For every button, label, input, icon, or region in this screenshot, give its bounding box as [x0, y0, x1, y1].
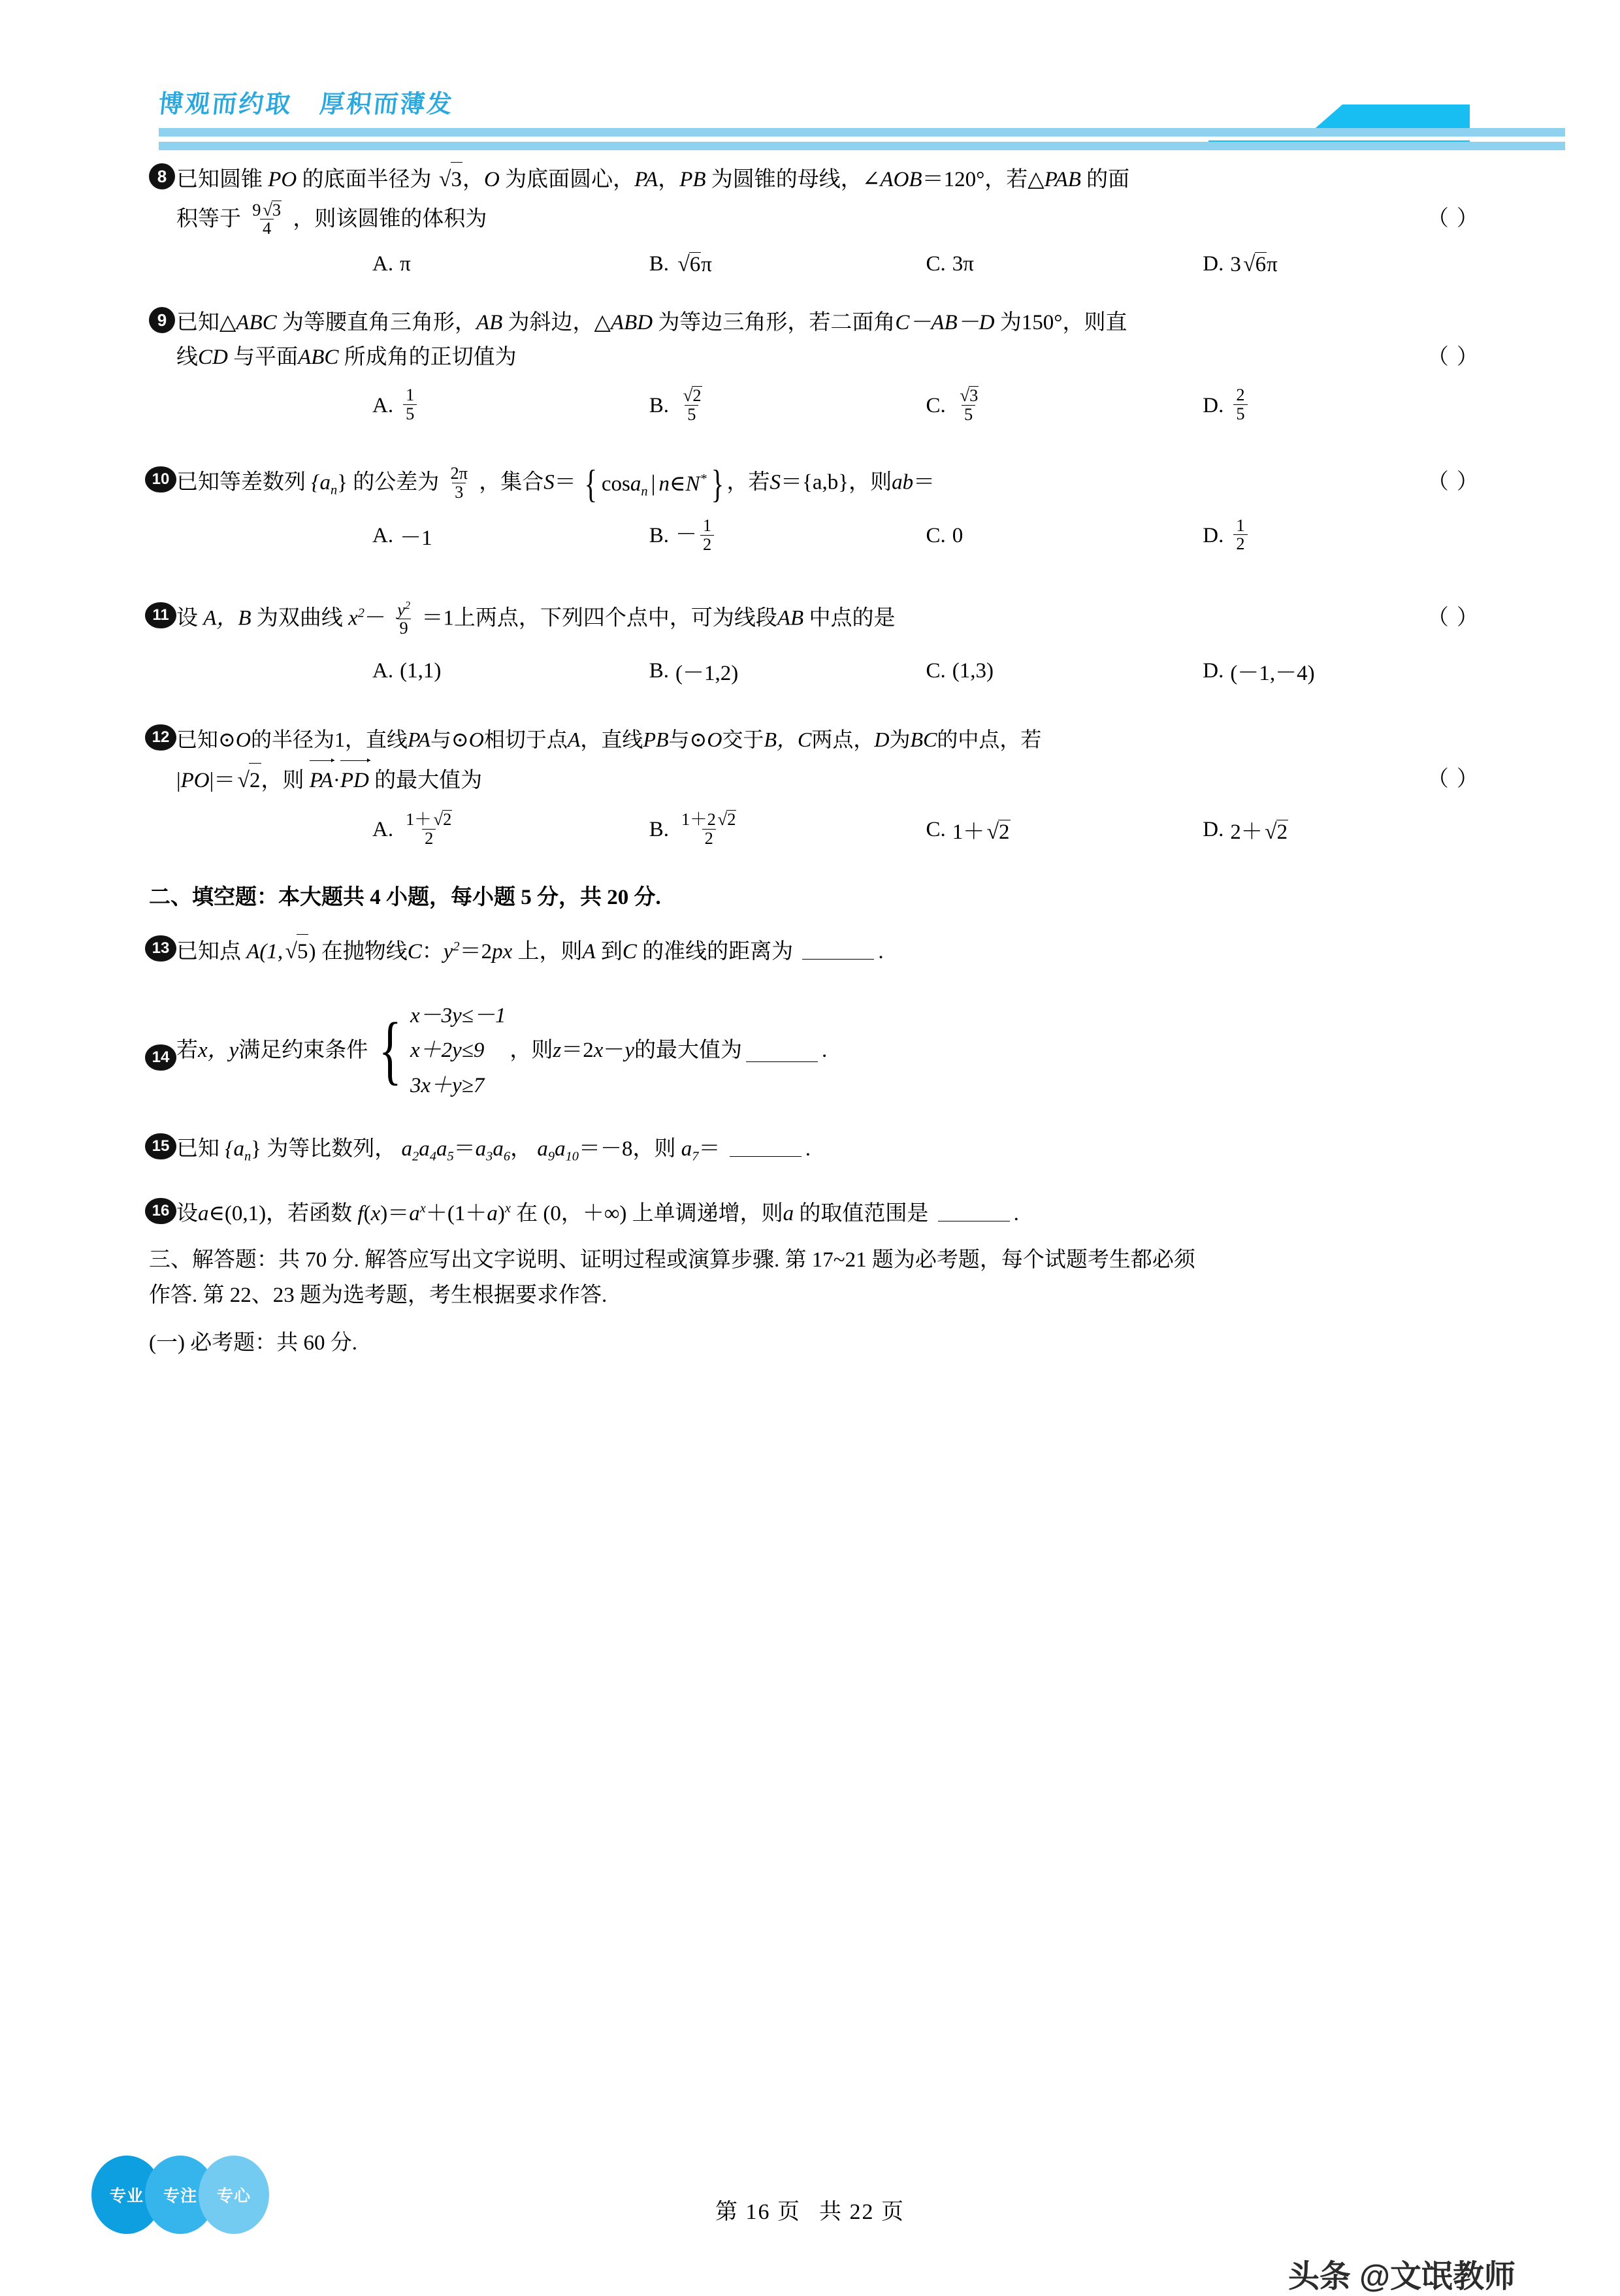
page-number — [0, 2193, 1620, 2225]
q15-a7: $a_7=$ — [681, 1137, 721, 1164]
q8-angle: ∠AOB — [862, 168, 922, 191]
q11-option-b[interactable]: B. (－1,2) — [649, 656, 926, 687]
q8-fraction: $\frac{9√3}{4}$ — [252, 199, 282, 238]
section-3-line-1: 三、解答题：共 70 分. 解答应写出文字说明、证明过程或演算步骤. 第 17~21 题为必考题，每个试题考生都必须 — [149, 1248, 1195, 1272]
q10-fraction: $\frac{2\pi}{3}$ — [450, 462, 468, 502]
question-12-line-1: 已知⊙O的半径为1，直线PA与⊙O相切于点A，直线PB与⊙O交于B，C两点，D为BC的中点，若 — [176, 727, 1042, 751]
q12-text-11: ，则 — [261, 768, 304, 792]
q11-text-3: ＝1上两点，下列四个点中，可为线段 — [421, 606, 777, 630]
badge-zhuanzhu: 专注 — [145, 2156, 216, 2234]
q14-variables: x，y — [198, 1039, 239, 1063]
q16-text-8: 的取值范围是 — [799, 1202, 929, 1226]
q9-text-5: 为150°，则直 — [999, 310, 1127, 334]
q8-option-d-text: 3√6π — [1230, 251, 1278, 276]
q9-text-6: 线 — [176, 346, 198, 370]
q16-text-1: 设 — [176, 1202, 198, 1226]
q12-option-b-frac: $\frac{1+2√2}{2}$ — [681, 809, 736, 848]
q15-text-2: 为等比数列， — [267, 1137, 397, 1161]
q11-option-b-text: (－1,2) — [675, 661, 739, 685]
watermark: 头条 @文氓教师 — [1288, 2259, 1515, 2294]
q15-equation-2: $a_9a_{10}=-8$，则 — [537, 1137, 676, 1164]
q8-text-2: 的底面半径为 — [302, 168, 432, 191]
q10-sequence: $\{a_n\}$ — [311, 470, 348, 498]
q9-abc: ABC — [298, 346, 339, 370]
q16-text-7: 在 (0，＋∞) 上单调递增，则 — [516, 1202, 783, 1226]
page-footer — [0, 2142, 1620, 2294]
question-14-number: 14 — [145, 1044, 176, 1071]
section-3-line-2: 作答. 第 22、23 题为选考题，考生根据要求作答. — [149, 1284, 608, 1308]
q12-po: PO — [180, 768, 210, 792]
q10-option-a-text: －1 — [400, 526, 432, 551]
q8-text-4: 为圆锥的母线， — [711, 168, 862, 191]
q9-option-b-frac: $\frac{√2}{5}$ — [683, 385, 702, 424]
section-3-line-3: (一) 必考题：共 60 分. — [149, 1331, 357, 1355]
q9-option-b[interactable]: B. $\frac{√2}{5}$ — [649, 387, 926, 425]
question-13-number: 13 — [145, 935, 176, 962]
q8-po: PO — [268, 168, 297, 191]
q10-text-1: 已知等差数列 — [176, 470, 306, 494]
question-11 — [0, 598, 1620, 687]
question-15-line-1: 已知 $\{a_n\}$ 为等比数列， $a_2a_4a_5=a_3a_6$， $a_9a_{10}=-8$，则 $a_7=$ . — [176, 1132, 1480, 1168]
q8-option-d[interactable]: D. 3√6π — [1203, 251, 1278, 276]
q11-answer-paren[interactable]: （ ） — [1427, 606, 1480, 630]
q10-text-4: ，若 — [726, 470, 770, 494]
q12-sqrt2: √2 — [235, 763, 261, 799]
q10-answer-paren[interactable]: （ ） — [1427, 470, 1480, 494]
q13-text-7: 的准线的距离为 — [642, 940, 794, 964]
q8-text-6: 的面 — [1086, 168, 1130, 191]
q9-text-4: 为等边三角形，若二面角 — [658, 310, 896, 334]
q8-answer-paren[interactable]: （ ） — [1427, 206, 1480, 231]
q9-triangle-abc: △ABC — [219, 310, 277, 334]
q13-answer-blank[interactable] — [802, 937, 874, 960]
q13-text-2: 在抛物线 — [321, 940, 408, 964]
q9-option-c[interactable]: C. $\frac{√3}{5}$ — [926, 387, 1203, 425]
q12-text-2: 的半径为1，直线 — [250, 727, 408, 751]
q9-text-7: 与平面 — [233, 346, 299, 370]
q12-line-pb: PB — [643, 727, 669, 751]
q11-option-d-text: (－1,－4) — [1230, 661, 1315, 685]
q8-pb: PB — [679, 168, 706, 191]
q8-text-5: ＝120°，若 — [922, 168, 1028, 191]
question-9 — [0, 306, 1620, 425]
q10-ab: ab — [892, 470, 914, 494]
q11-fraction: $\frac{y^2}{9}$ — [397, 598, 411, 638]
badge-zhuanxin: 专心 — [199, 2156, 269, 2234]
q8-pa: PA — [634, 168, 658, 191]
q12-vector-pd: PD — [340, 762, 369, 798]
q10-option-c-text: 0 — [952, 524, 964, 548]
q10-option-c[interactable]: C. 0 — [926, 524, 964, 548]
q11-option-c-text: (1,3) — [952, 658, 994, 683]
q8-text-8: ，则该圆锥的体积为 — [293, 206, 487, 231]
q12-points-bc: B，C — [764, 727, 812, 751]
q16-text-2: ∈(0,1)，若函数 — [208, 1202, 353, 1226]
question-13-line-1: 已知点 A(1,√5) 在抛物线C：$y^2=2px$ 上，则A 到C 的准线的距离为 . — [176, 934, 1480, 970]
q10-option-d[interactable]: D. $\frac{1}{2}$ — [1203, 517, 1480, 555]
question-12-options — [176, 811, 1480, 849]
q8-triangle: △PAB — [1028, 168, 1081, 191]
q12-text-12: 的最大值为 — [374, 768, 483, 792]
q10-set-s: S — [543, 470, 555, 494]
question-9-line-1 — [176, 306, 1480, 340]
q9-option-a[interactable]: A. $\frac{1}{5}$ — [372, 387, 649, 425]
page-current: 第 16 页 — [715, 2200, 801, 2224]
q10-option-a[interactable]: A. －1 — [372, 517, 649, 555]
question-8-line-1: 已知圆锥 PO 的底面半径为 √3，O 为底面圆心，PA，PB 为圆锥的母线，∠AOB＝120°，若△PAB 的面 — [176, 162, 1480, 198]
q8-text-1: 已知圆锥 — [176, 168, 263, 191]
question-10-number: 10 — [145, 466, 176, 493]
q12-line-pa: PA — [407, 727, 430, 751]
q8-option-c-text: 3π — [952, 252, 974, 276]
q9-ab: AB — [476, 310, 503, 334]
q10-option-b-text: － $\frac{1}{2}$ — [675, 517, 717, 555]
question-10-options — [176, 517, 1480, 555]
question-15-number: 15 — [145, 1133, 176, 1159]
badge-zhuanye: 专业 — [91, 2156, 162, 2234]
q12-option-d[interactable]: D. 2＋√2 — [1203, 811, 1480, 849]
question-11-options — [176, 656, 1480, 687]
q10-option-d-text: $\frac{1}{2}$ — [1230, 518, 1250, 555]
q16-function: $f(x)=a^x+(1+a)^x$ — [357, 1201, 511, 1226]
q12-option-b[interactable]: B. $\frac{1+2√2}{2}$ — [649, 811, 926, 849]
q11-segment-ab: AB — [777, 606, 804, 630]
q14-text-6: 的最大值为 — [634, 1039, 742, 1063]
q12-point-a: A — [567, 727, 581, 751]
q10-text-3: ，集合 — [479, 470, 544, 494]
q14-constraint-2: x＋2y≤9 — [410, 1039, 485, 1063]
q12-option-a-frac: $\frac{1+√2}{2}$ — [406, 809, 452, 848]
header-motto — [157, 84, 456, 120]
q12-vector-pa: PA — [310, 762, 333, 798]
q15-sequence: $\{a_n\}$ — [225, 1137, 262, 1164]
q9-text-8: 所成角的正切值为 — [344, 346, 517, 370]
q12-text-1: 已知⊙ — [176, 727, 236, 751]
question-8-line-2 — [176, 199, 1480, 239]
header-rule-bottom — [159, 142, 1565, 150]
question-16-line-1: 设a∈(0,1)，若函数 $f(x)=a^x+(1+a)^x$ 在 (0，＋∞) 上单调递增，则a 的取值范围是 . — [176, 1197, 1480, 1231]
header-motto-left: 博观而约取 — [157, 91, 294, 118]
q15-equation-1: $a_2a_4a_5=a_3a_6$ — [401, 1137, 511, 1164]
q9-text-1: 已知 — [176, 310, 219, 334]
q13-point-a: A(1, — [246, 940, 284, 964]
q13-text-1: 已知点 — [176, 940, 241, 964]
q14-text-1: 若 — [176, 1039, 198, 1063]
q8-option-b-text: √6π — [677, 251, 712, 276]
q9-option-d-frac: $\frac{2}{5}$ — [1233, 386, 1247, 423]
exam-sheet — [0, 150, 1620, 1361]
q9-option-a-frac: $\frac{1}{5}$ — [403, 386, 417, 423]
q10-set-s2: S — [770, 470, 781, 494]
question-15 — [0, 1132, 1620, 1168]
q8-option-c[interactable]: C. 3π — [926, 252, 974, 276]
question-16-number: 16 — [145, 1198, 176, 1224]
q11-option-c[interactable]: C. (1,3) — [926, 658, 994, 683]
question-13 — [0, 934, 1620, 970]
question-12 — [0, 723, 1620, 849]
q14-text-3: ，则 — [510, 1039, 553, 1063]
q14-constraint-1: x－3y≤－1 — [410, 1003, 506, 1027]
question-8-options — [176, 252, 1480, 277]
q11-option-a[interactable]: A. (1,1) — [372, 658, 442, 683]
question-9-options — [176, 387, 1480, 425]
question-16 — [0, 1197, 1620, 1231]
q13-text-5: 上，则 — [517, 940, 583, 964]
question-14 — [0, 999, 1620, 1103]
q12-point-d: D — [874, 727, 890, 751]
q12-answer-paren[interactable]: （ ） — [1427, 767, 1480, 791]
q8-option-a[interactable]: A. π — [372, 252, 411, 276]
q10-text-2: 的公差为 — [353, 470, 440, 494]
q15-answer-blank[interactable] — [730, 1135, 802, 1157]
q8-option-b[interactable]: B. √6π — [649, 251, 712, 276]
q8-o: O — [484, 168, 500, 191]
q11-points-ab: A，B — [203, 606, 251, 630]
q10-set-builder: { cosa$_n$ | n∈N* } — [584, 462, 724, 506]
q12-circle-o: O — [235, 727, 251, 751]
q14-text-2: 满足约束条件 — [238, 1039, 368, 1063]
q10-text-5: ＝{a,b}，则 — [781, 470, 892, 494]
question-8 — [0, 162, 1620, 277]
question-10 — [0, 462, 1620, 555]
q8-text-3: 为底面圆心， — [505, 168, 635, 191]
q11-text-1: 设 — [176, 606, 198, 630]
q14-constraint-3: 3x＋y≥7 — [410, 1073, 485, 1097]
q11-option-d[interactable]: D. (－1,－4) — [1203, 656, 1480, 687]
q10-option-b[interactable]: B. － $\frac{1}{2}$ — [649, 517, 926, 555]
q11-text-2: 为双曲线 — [256, 606, 343, 630]
q11-option-a-text: (1,1) — [400, 658, 442, 683]
q14-constraint-system: { x－3y≤－1 x＋2y≤9 3x＋y≥7 — [372, 999, 506, 1103]
q15-text-1: 已知 — [176, 1137, 219, 1161]
q8-option-a-text: π — [400, 252, 411, 276]
header-rule-top — [159, 128, 1565, 137]
question-10-line-1: 已知等差数列 $\{a_n\}$ 的公差为 $\frac{2\pi}{3}$ ，集合S＝ { cosa$_n$ | n∈N* } ，若S＝{a,b}，则ab＝ （ ） — [176, 462, 1480, 506]
q11-x: x — [348, 606, 358, 630]
q9-text-3: 为斜边， — [508, 310, 594, 334]
q13-curve-c: C — [407, 940, 422, 964]
q9-cd: CD — [198, 346, 228, 370]
q9-triangle-abd: △ABD — [594, 310, 653, 334]
question-14-line-1: 若 x，y 满足约束条件 { x－3y≤－1 x＋2y≤9 3x＋y≥7 ，则 z ＝2 x － y 的最大值为 . — [176, 999, 1480, 1103]
q9-option-c-frac: $\frac{√3}{5}$ — [960, 385, 979, 424]
q12-option-a[interactable]: A. $\frac{1+√2}{2}$ — [372, 811, 649, 849]
question-9-number: 9 — [149, 307, 175, 333]
q12-option-d-text: 2＋√2 — [1230, 820, 1288, 845]
question-11-number: 11 — [145, 602, 176, 628]
question-9-line-2 — [176, 340, 1480, 375]
page-header — [0, 0, 1620, 150]
question-12-line-2: |PO|＝√2，则 PA·PD 的最大值为 （ ） — [176, 762, 1480, 799]
header-motto-right: 厚积而薄发 — [318, 91, 455, 118]
q14-answer-blank[interactable] — [746, 1040, 818, 1062]
q12-option-c-text: 1＋√2 — [952, 820, 1010, 845]
question-12-number: 12 — [145, 724, 176, 751]
q16-answer-blank[interactable] — [938, 1199, 1010, 1221]
q8-sqrt3: √3 — [437, 162, 462, 198]
q9-text-2: 为等腰直角三角形， — [282, 310, 476, 334]
question-8-number: 8 — [149, 163, 175, 189]
question-11-line-1: 设 A，B 为双曲线 $x^2-$ $\frac{y^2}{9}$ ＝1上两点，下列四个点中，可为线段AB 中点的是 （ ） — [176, 598, 1480, 638]
q12-option-c[interactable]: C. 1＋√2 — [926, 811, 1203, 849]
q8-text-7: 积等于 — [176, 206, 241, 231]
q11-text-4: 中点的是 — [809, 606, 896, 630]
q9-dihedral: C－AB－D — [895, 310, 995, 334]
q9-option-d[interactable]: D. $\frac{2}{5}$ — [1203, 387, 1480, 425]
section-2-heading: 二、填空题：本大题共 4 小题，每小题 5 分，共 20 分. — [149, 885, 661, 909]
q9-answer-paren[interactable]: （ ） — [1427, 346, 1480, 370]
page-total: 共 22 页 — [819, 2200, 905, 2224]
